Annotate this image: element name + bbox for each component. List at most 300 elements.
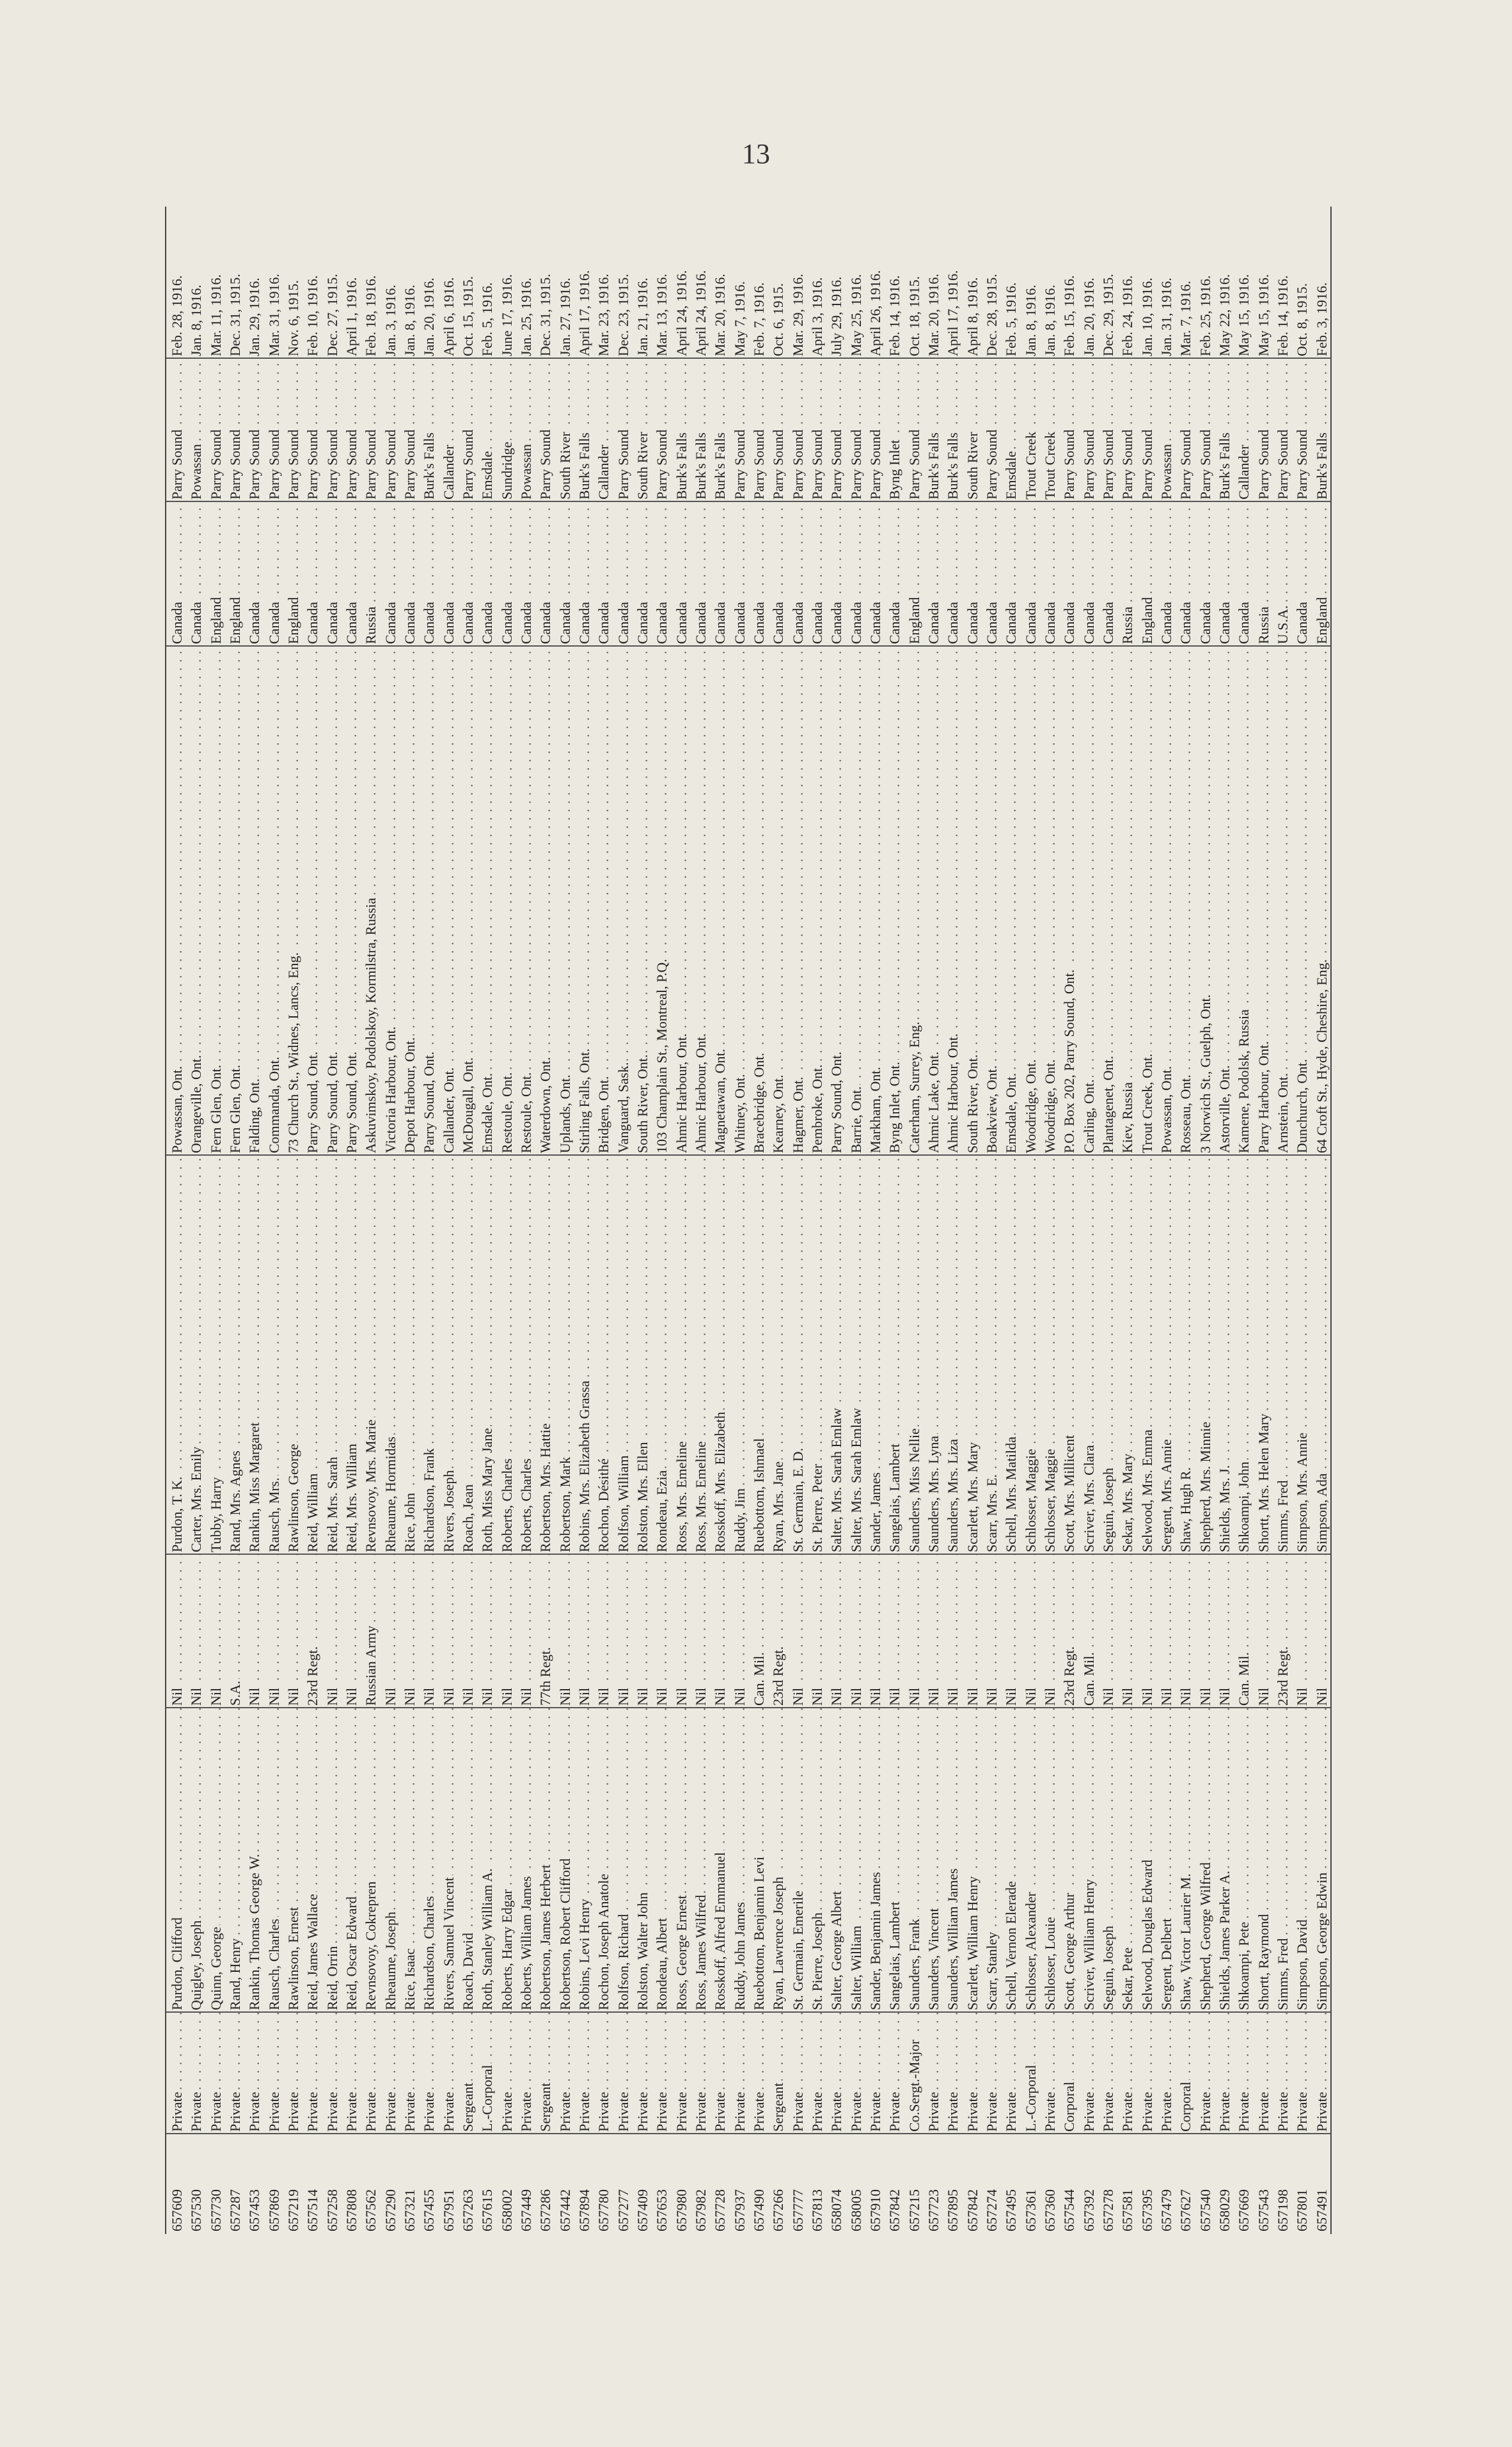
date-of-enlistment-cell xyxy=(1314,209,1330,356)
country-of-birth-cell xyxy=(1081,503,1097,644)
former-corps-text: Nil xyxy=(886,1686,902,1706)
regimental-number-cell xyxy=(1061,2136,1077,2231)
regimental-number-cell xyxy=(1217,2136,1232,2231)
column-divider xyxy=(166,1554,1330,1555)
regimental-number-cell xyxy=(828,2136,844,2231)
regimental-number-cell xyxy=(770,2136,786,2231)
rank-cell xyxy=(285,2013,301,2132)
table-row xyxy=(1217,207,1232,2234)
date-of-enlistment-cell xyxy=(654,209,670,356)
former-corps-text: Can. Mil. xyxy=(1236,1650,1252,1706)
regimental-number-cell xyxy=(1177,2136,1193,2231)
place-of-enlistment-cell xyxy=(886,360,902,500)
date-of-enlistment-cell xyxy=(1042,209,1058,356)
country-of-birth-cell xyxy=(1177,503,1193,644)
place-of-enlistment-cell xyxy=(518,360,534,500)
next-of-kin-cell xyxy=(1236,1156,1252,1552)
place-of-enlistment-cell xyxy=(227,360,243,500)
next-of-kin-cell xyxy=(654,1156,670,1552)
regimental-number-cell xyxy=(1275,2136,1291,2231)
table-row xyxy=(984,207,1000,2234)
date-of-enlistment-cell xyxy=(712,209,728,356)
former-corps-cell xyxy=(634,1555,650,1706)
date-of-enlistment-cell xyxy=(169,209,185,356)
address-of-next-of-kin-cell xyxy=(499,648,515,1153)
former-corps-cell xyxy=(770,1555,786,1706)
table-row xyxy=(266,207,282,2234)
name-text: Rand, Henry xyxy=(227,1937,243,2010)
regimental-number-cell xyxy=(925,2136,941,2231)
name-text: Rivers, Samuel Vincent xyxy=(441,1875,457,2010)
regimental-number-cell xyxy=(595,2136,611,2231)
address-of-next-of-kin-cell xyxy=(518,648,534,1153)
next-of-kin-text: Ryan, Mrs. Jane xyxy=(770,1460,786,1552)
place-of-enlistment-cell xyxy=(576,360,592,500)
rank-cell xyxy=(208,2013,224,2132)
country-of-birth-text: Canada xyxy=(169,600,185,644)
address-of-next-of-kin-cell xyxy=(1177,648,1193,1153)
next-of-kin-text: Saunders, Mrs. Lyna xyxy=(925,1434,941,1552)
address-of-next-of-kin-text: Parry Sound, Ont. xyxy=(324,1050,340,1153)
rank-cell xyxy=(557,2013,573,2132)
former-corps-cell xyxy=(402,1555,418,1706)
name-cell xyxy=(732,1708,748,2010)
place-of-enlistment-cell xyxy=(421,360,437,500)
place-of-enlistment-text: Sundridge xyxy=(499,440,515,500)
address-of-next-of-kin-cell xyxy=(945,648,961,1153)
column-divider xyxy=(166,2011,1330,2013)
next-of-kin-text: Roach, Jean xyxy=(460,1483,476,1552)
regimental-number-text: 657980 xyxy=(673,2187,689,2231)
former-corps-cell xyxy=(343,1555,359,1706)
place-of-enlistment-text: Parry Sound xyxy=(1081,428,1097,500)
date-of-enlistment-text: Feb. 14, 1916. xyxy=(886,274,902,357)
name-text: Ross, George Ernest xyxy=(673,1893,689,2010)
country-of-birth-text: Canada xyxy=(1197,600,1213,644)
place-of-enlistment-cell xyxy=(984,360,1000,500)
country-of-birth-cell xyxy=(1061,503,1077,644)
date-of-enlistment-text: Jan. 21, 1916. xyxy=(634,276,650,356)
regimental-number-cell xyxy=(1236,2136,1252,2231)
regimental-number-cell xyxy=(1081,2136,1097,2231)
name-cell xyxy=(402,1708,418,2010)
former-corps-cell xyxy=(906,1555,922,1706)
date-of-enlistment-cell xyxy=(1275,209,1291,356)
table-row xyxy=(1314,207,1330,2234)
date-of-enlistment-text: Jan. 8, 1916. xyxy=(402,283,418,356)
name-text: Selwood, Douglas Edward xyxy=(1139,1858,1155,2010)
table-row xyxy=(518,207,534,2234)
rank-cell xyxy=(1100,2013,1116,2132)
rank-cell xyxy=(790,2013,806,2132)
rank-text: Private xyxy=(324,2090,340,2132)
name-text: Shkoampi, Pete xyxy=(1236,1920,1252,2010)
regimental-number-cell xyxy=(673,2136,689,2231)
country-of-birth-cell xyxy=(634,503,650,644)
name-text: Robins, Levi Henry xyxy=(576,1897,592,2010)
table-row xyxy=(945,207,961,2234)
regimental-number-text: 657894 xyxy=(576,2187,592,2231)
date-of-enlistment-cell xyxy=(595,209,611,356)
regimental-number-text: 657801 xyxy=(1294,2187,1310,2231)
former-corps-text: Nil xyxy=(867,1686,883,1706)
address-of-next-of-kin-cell xyxy=(634,648,650,1153)
regimental-number-cell xyxy=(945,2136,961,2231)
country-of-birth-text: Canada xyxy=(1081,600,1097,644)
regimental-number-text: 657360 xyxy=(1042,2187,1058,2231)
former-corps-text: Nil xyxy=(595,1686,611,1706)
country-of-birth-cell xyxy=(1256,503,1272,644)
country-of-birth-cell xyxy=(246,503,262,644)
regimental-number-text: 657777 xyxy=(790,2187,806,2231)
date-of-enlistment-text: Feb. 10, 1916. xyxy=(304,274,320,357)
next-of-kin-text: Schlosser, Maggie xyxy=(1042,1447,1058,1552)
name-cell xyxy=(1158,1708,1174,2010)
former-corps-cell xyxy=(188,1555,204,1706)
address-of-next-of-kin-cell xyxy=(421,648,437,1153)
country-of-birth-text: Canada xyxy=(634,600,650,644)
date-of-enlistment-cell xyxy=(285,209,301,356)
table-row xyxy=(848,207,864,2234)
next-of-kin-cell xyxy=(518,1156,534,1552)
country-of-birth-text: Canada xyxy=(828,600,844,644)
table-row xyxy=(499,207,515,2234)
regimental-number-cell xyxy=(304,2136,320,2231)
rank-text: Private xyxy=(169,2090,185,2132)
place-of-enlistment-text: Parry Sound xyxy=(984,428,1000,500)
rank-cell xyxy=(1236,2013,1252,2132)
date-of-enlistment-text: Jan. 20, 1916. xyxy=(421,276,437,356)
address-of-next-of-kin-text: 73 Church St., Widnes, Lancs, Eng. xyxy=(285,950,301,1153)
country-of-birth-cell xyxy=(441,503,457,644)
former-corps-text: Nil xyxy=(285,1686,301,1706)
former-corps-text: Nil xyxy=(965,1686,980,1706)
name-text: Sangelais, Lambert xyxy=(886,1900,902,2010)
name-text: Simms, Fred xyxy=(1275,1937,1291,2010)
country-of-birth-text: Russia xyxy=(1119,604,1135,644)
address-of-next-of-kin-cell xyxy=(479,648,495,1153)
next-of-kin-text: Rivers, Joseph xyxy=(441,1468,457,1552)
next-of-kin-cell xyxy=(363,1156,379,1552)
nominal-roll-table-rotated xyxy=(165,207,1329,2234)
regimental-number-text: 657392 xyxy=(1081,2187,1097,2231)
country-of-birth-text: Canada xyxy=(1003,600,1019,644)
name-cell xyxy=(984,1708,1000,2010)
next-of-kin-cell xyxy=(886,1156,902,1552)
name-text: Shaw, Victor Laurier M. xyxy=(1177,1871,1193,2010)
rank-text: Private xyxy=(693,2090,709,2132)
date-of-enlistment-cell xyxy=(266,209,282,356)
country-of-birth-cell xyxy=(867,503,883,644)
former-corps-cell xyxy=(790,1555,806,1706)
date-of-enlistment-text: Dec. 31, 1915. xyxy=(537,272,553,356)
rank-cell xyxy=(518,2013,534,2132)
regimental-number-cell xyxy=(169,2136,185,2231)
next-of-kin-text: Robins, Mrs. Elizabeth Grassa xyxy=(576,1379,592,1552)
rank-text: Private xyxy=(1275,2090,1291,2132)
date-of-enlistment-text: Jan. 8, 1916. xyxy=(1042,283,1058,356)
former-corps-cell xyxy=(595,1555,611,1706)
regimental-number-cell xyxy=(479,2136,495,2231)
regimental-number-cell xyxy=(712,2136,728,2231)
place-of-enlistment-text: Parry Sound xyxy=(1100,428,1116,500)
address-of-next-of-kin-text: Bridgen, Ont. xyxy=(595,1074,611,1153)
country-of-birth-text: Canada xyxy=(693,600,709,644)
country-of-birth-cell xyxy=(576,503,592,644)
name-text: Saunders, William James xyxy=(945,1866,961,2010)
name-text: Rolston, Walter John xyxy=(634,1891,650,2010)
former-corps-cell xyxy=(1023,1555,1039,1706)
date-of-enlistment-text: April 24, 1916. xyxy=(693,269,709,356)
country-of-birth-cell xyxy=(479,503,495,644)
country-of-birth-text: Canada xyxy=(965,600,980,644)
place-of-enlistment-text: Byng Inlet xyxy=(886,438,902,500)
former-corps-text: 23rd Regt. xyxy=(770,1644,786,1706)
name-text: Reid, James Wallace xyxy=(304,1892,320,2010)
name-cell xyxy=(1236,1708,1252,2010)
next-of-kin-text: Roberts, Charles xyxy=(499,1456,515,1552)
former-corps-cell xyxy=(1003,1555,1019,1706)
date-of-enlistment-cell xyxy=(673,209,689,356)
regimental-number-text: 657669 xyxy=(1236,2187,1252,2231)
regimental-number-cell xyxy=(732,2136,748,2231)
regimental-number-text: 658074 xyxy=(828,2187,844,2231)
address-of-next-of-kin-text: Powassan, Ont. xyxy=(1158,1064,1174,1153)
table-row xyxy=(169,207,185,2234)
date-of-enlistment-cell xyxy=(499,209,515,356)
place-of-enlistment-text: Parry Sound xyxy=(537,428,553,500)
date-of-enlistment-text: April 17, 1916. xyxy=(945,269,961,356)
name-cell xyxy=(848,1708,864,2010)
address-of-next-of-kin-cell xyxy=(1100,648,1116,1153)
regimental-number-text: 658029 xyxy=(1217,2187,1232,2231)
former-corps-text: Nil xyxy=(693,1686,709,1706)
country-of-birth-text: Canada xyxy=(304,600,320,644)
date-of-enlistment-text: May 7, 1916. xyxy=(732,279,748,356)
next-of-kin-cell xyxy=(1275,1156,1291,1552)
place-of-enlistment-text: Parry Sound xyxy=(266,428,282,500)
table-row xyxy=(441,207,457,2234)
former-corps-text: Nil xyxy=(1023,1686,1039,1706)
former-corps-text: Nil xyxy=(1294,1686,1310,1706)
date-of-enlistment-text: Mar. 7, 1916. xyxy=(1177,279,1193,356)
rank-cell xyxy=(499,2013,515,2132)
place-of-enlistment-text: Callander xyxy=(441,443,457,500)
place-of-enlistment-text: Parry Sound xyxy=(790,428,806,500)
regimental-number-cell xyxy=(1023,2136,1039,2231)
name-cell xyxy=(906,1708,922,2010)
next-of-kin-text: Robertson, Mark xyxy=(557,1455,573,1552)
next-of-kin-cell xyxy=(1197,1156,1213,1552)
date-of-enlistment-text: Mar. 20, 1916. xyxy=(925,272,941,356)
former-corps-text: 23rd Regt. xyxy=(1275,1644,1291,1706)
next-of-kin-cell xyxy=(324,1156,340,1552)
place-of-enlistment-text: Parry Sound xyxy=(906,428,922,500)
regimental-number-cell xyxy=(576,2136,592,2231)
date-of-enlistment-text: May 22, 1916. xyxy=(1217,272,1232,356)
next-of-kin-cell xyxy=(441,1156,457,1552)
name-text: Ruddy, John James xyxy=(732,1900,748,2010)
former-corps-cell xyxy=(460,1555,476,1706)
former-corps-cell xyxy=(1139,1555,1155,1706)
place-of-enlistment-text: Parry Sound xyxy=(169,428,185,500)
name-text: Ryan, Lawrence Joseph xyxy=(770,1875,786,2010)
rank-cell xyxy=(925,2013,941,2132)
rank-cell xyxy=(1139,2013,1155,2132)
next-of-kin-cell xyxy=(809,1156,825,1552)
regimental-number-text: 657266 xyxy=(770,2187,786,2231)
rank-cell xyxy=(867,2013,883,2132)
date-of-enlistment-text: Feb. 5, 1916. xyxy=(479,281,495,357)
country-of-birth-text: Canada xyxy=(1217,600,1232,644)
country-of-birth-text: Canada xyxy=(1100,600,1116,644)
place-of-enlistment-cell xyxy=(1236,360,1252,500)
date-of-enlistment-text: Oct. 8, 1915. xyxy=(1294,281,1310,356)
address-of-next-of-kin-cell xyxy=(441,648,457,1153)
rank-text: Private xyxy=(382,2090,398,2132)
former-corps-cell xyxy=(557,1555,573,1706)
name-text: Scarr, Stanley xyxy=(984,1930,1000,2010)
name-cell xyxy=(1314,1708,1330,2010)
former-corps-text: Nil xyxy=(634,1686,650,1706)
table-row xyxy=(886,207,902,2234)
former-corps-text: Nil xyxy=(441,1686,457,1706)
country-of-birth-text: Canada xyxy=(886,600,902,644)
regimental-number-cell xyxy=(557,2136,573,2231)
country-of-birth-text: Canada xyxy=(421,600,437,644)
former-corps-text: Nil xyxy=(1217,1686,1232,1706)
date-of-enlistment-cell xyxy=(518,209,534,356)
regimental-number-text: 657277 xyxy=(615,2187,631,2231)
country-of-birth-text: Canada xyxy=(615,600,631,644)
rank-text: Private xyxy=(1256,2090,1272,2132)
country-of-birth-text: Canada xyxy=(945,600,961,644)
former-corps-text: Nil xyxy=(557,1686,573,1706)
rank-text: Private xyxy=(1042,2090,1058,2132)
regimental-number-text: 657653 xyxy=(654,2187,670,2231)
regimental-number-cell xyxy=(965,2136,980,2231)
place-of-enlistment-cell xyxy=(1256,360,1272,500)
next-of-kin-cell xyxy=(732,1156,748,1552)
name-cell xyxy=(421,1708,437,2010)
name-cell xyxy=(867,1708,883,2010)
former-corps-text: 77th Regt. xyxy=(537,1645,553,1706)
table-row xyxy=(693,207,709,2234)
place-of-enlistment-cell xyxy=(809,360,825,500)
next-of-kin-text: Rice, John xyxy=(402,1491,418,1552)
place-of-enlistment-text: Parry Sound xyxy=(828,428,844,500)
former-corps-cell xyxy=(324,1555,340,1706)
date-of-enlistment-cell xyxy=(1256,209,1272,356)
former-corps-text: 23rd Regt. xyxy=(304,1644,320,1706)
date-of-enlistment-text: Dec. 28, 1915. xyxy=(984,272,1000,356)
place-of-enlistment-text: Parry Sound xyxy=(751,428,767,500)
country-of-birth-cell xyxy=(925,503,941,644)
address-of-next-of-kin-text: Byng Inlet, Ont. xyxy=(886,1060,902,1153)
next-of-kin-text: Saunders, Mrs. Liza xyxy=(945,1437,961,1552)
former-corps-cell xyxy=(1119,1555,1135,1706)
country-of-birth-text: Canada xyxy=(1023,600,1039,644)
rank-text: Private xyxy=(266,2090,282,2132)
place-of-enlistment-cell xyxy=(188,360,204,500)
name-text: Roach, David xyxy=(460,1931,476,2010)
name-text: Salter, George Albert xyxy=(828,1889,844,2010)
date-of-enlistment-text: April 26, 1916. xyxy=(867,269,883,356)
date-of-enlistment-text: Feb. 3, 1916. xyxy=(1314,281,1330,357)
rank-cell xyxy=(770,2013,786,2132)
table-row xyxy=(790,207,806,2234)
address-of-next-of-kin-text: Powassan, Ont. xyxy=(169,1064,185,1153)
rank-text: Private xyxy=(945,2090,961,2132)
place-of-enlistment-text: Burk's Falls xyxy=(576,430,592,500)
former-corps-text: Nil xyxy=(925,1686,941,1706)
next-of-kin-cell xyxy=(1217,1156,1232,1552)
rank-cell xyxy=(1197,2013,1213,2132)
country-of-birth-text: England xyxy=(227,595,243,644)
country-of-birth-text: Canada xyxy=(848,600,864,644)
rank-cell xyxy=(1003,2013,1019,2132)
country-of-birth-text: Canada xyxy=(984,600,1000,644)
rank-text: Sergeant xyxy=(460,2081,476,2132)
former-corps-text: Nil xyxy=(343,1686,359,1706)
rank-cell xyxy=(693,2013,709,2132)
country-of-birth-cell xyxy=(1042,503,1058,644)
former-corps-text: Nil xyxy=(169,1686,185,1706)
regimental-number-text: 657274 xyxy=(984,2187,1000,2231)
former-corps-cell xyxy=(886,1555,902,1706)
address-of-next-of-kin-text: Depot Harbour, Ont. xyxy=(402,1035,418,1153)
address-of-next-of-kin-text: Arnstein, Ont. xyxy=(1275,1071,1291,1153)
rank-cell xyxy=(1119,2013,1135,2132)
rank-text: Private xyxy=(654,2090,670,2132)
date-of-enlistment-text: Jan. 29, 1916. xyxy=(246,276,262,356)
date-of-enlistment-text: Jan. 8, 1916. xyxy=(1023,283,1039,356)
regimental-number-text: 657581 xyxy=(1119,2187,1135,2231)
former-corps-cell xyxy=(809,1555,825,1706)
next-of-kin-text: Schlosser, Maggie xyxy=(1023,1447,1039,1552)
name-cell xyxy=(654,1708,670,2010)
address-of-next-of-kin-text: Kamene, Podolsk, Russia xyxy=(1236,1007,1252,1153)
date-of-enlistment-cell xyxy=(1177,209,1193,356)
next-of-kin-cell xyxy=(615,1156,631,1552)
next-of-kin-text: Schell, Mrs. Matilda xyxy=(1003,1435,1019,1552)
country-of-birth-text: Canada xyxy=(1061,600,1077,644)
date-of-enlistment-text: April 6, 1916. xyxy=(441,276,457,356)
country-of-birth-text: Canada xyxy=(790,600,806,644)
table-row xyxy=(460,207,476,2234)
regimental-number-cell xyxy=(1042,2136,1058,2231)
table-row xyxy=(1139,207,1155,2234)
regimental-number-text: 657627 xyxy=(1177,2187,1193,2231)
rank-text: Sergeant xyxy=(770,2081,786,2132)
address-of-next-of-kin-cell xyxy=(1081,648,1097,1153)
rank-text: Co.Sergt.-Major xyxy=(906,2038,922,2132)
date-of-enlistment-text: Jan. 27, 1916. xyxy=(557,276,573,356)
country-of-birth-text: Canada xyxy=(595,600,611,644)
name-text: Simpson, George Edwin xyxy=(1314,1871,1330,2010)
address-of-next-of-kin-text: Pembroke, Ont. xyxy=(809,1062,825,1153)
regimental-number-text: 657982 xyxy=(693,2187,709,2231)
country-of-birth-cell xyxy=(421,503,437,644)
regimental-number-text: 657215 xyxy=(906,2187,922,2231)
address-of-next-of-kin-text: Parry Sound, Ont. xyxy=(828,1050,844,1153)
next-of-kin-cell xyxy=(925,1156,941,1552)
country-of-birth-cell xyxy=(828,503,844,644)
country-of-birth-cell xyxy=(886,503,902,644)
country-of-birth-text: Canada xyxy=(809,600,825,644)
rank-text: Private xyxy=(518,2090,534,2132)
next-of-kin-cell xyxy=(537,1156,553,1552)
